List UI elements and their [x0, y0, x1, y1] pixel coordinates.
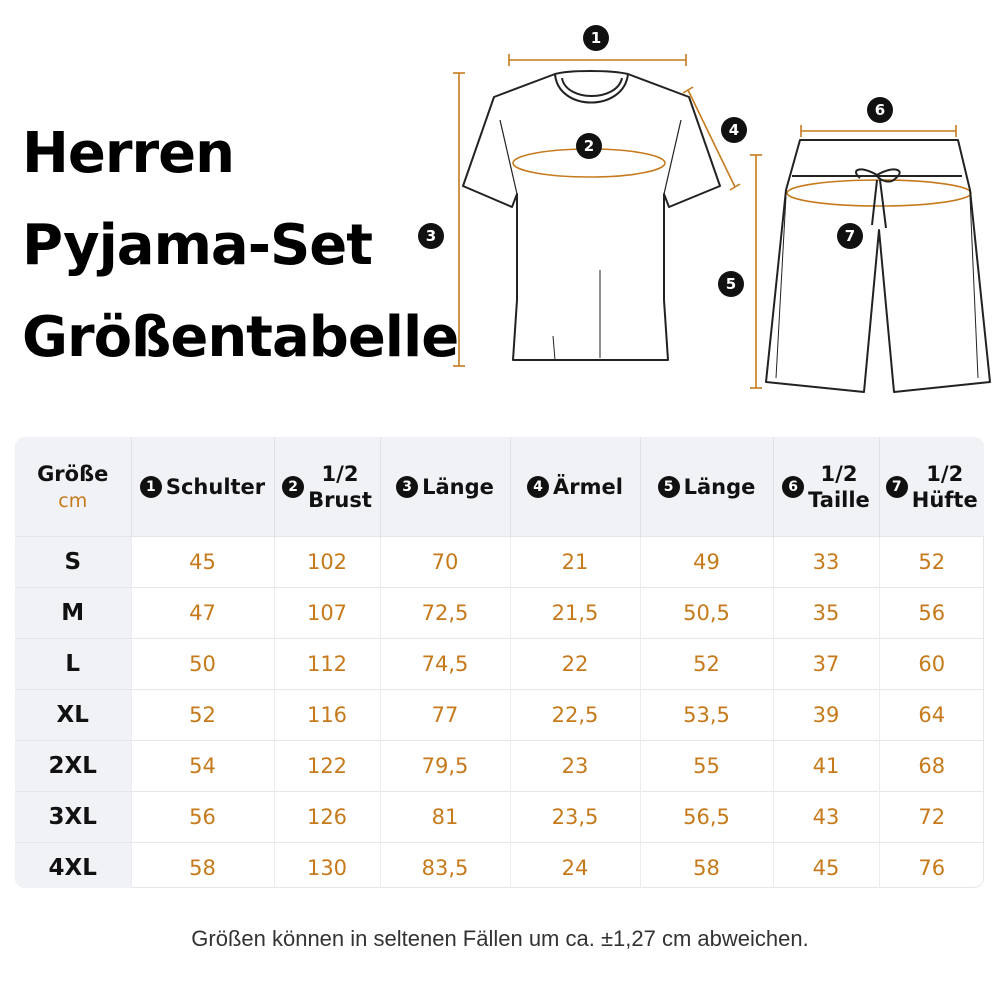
measurement-cell: 56,5: [640, 792, 773, 843]
marker-6-icon: 6: [782, 476, 804, 498]
title-line-3: Größentabelle: [22, 305, 459, 370]
measurement-cell: 130: [274, 843, 380, 889]
measurement-cell: 107: [274, 588, 380, 639]
measurement-cell: 53,5: [640, 690, 773, 741]
table-header-row: [15, 437, 984, 537]
measurement-cell: 45: [131, 537, 274, 588]
measurement-cell: 41: [773, 741, 879, 792]
size-cell: L: [15, 639, 131, 690]
size-cell: 2XL: [15, 741, 131, 792]
measurement-cell: 52: [131, 690, 274, 741]
marker-4-icon: [721, 117, 747, 143]
unit-label: cm: [58, 489, 88, 512]
column-header-label: Länge: [422, 474, 494, 499]
column-header-label: Taille: [808, 487, 870, 512]
hip-measure-ellipse: [787, 180, 971, 206]
measurement-cell: 39: [773, 690, 879, 741]
column-header-label: 1/2: [321, 461, 359, 486]
table-body: [15, 537, 984, 889]
table-row: [15, 741, 984, 792]
measurement-cell: 33: [773, 537, 879, 588]
marker-2-icon: 2: [282, 476, 304, 498]
svg-text:5: 5: [725, 275, 737, 293]
marker-5-icon: 5: [658, 476, 680, 498]
marker-1-icon: [583, 25, 609, 51]
svg-text:4: 4: [728, 121, 740, 139]
measurement-cell: 50: [131, 639, 274, 690]
measurement-cell: 47: [131, 588, 274, 639]
measurement-cell: 21: [510, 537, 640, 588]
measurement-cell: 64: [879, 690, 984, 741]
marker-5-icon: [718, 271, 744, 297]
measurement-cell: 72: [879, 792, 984, 843]
size-column-header: [15, 437, 131, 537]
measurement-cell: 79,5: [380, 741, 510, 792]
size-cell: M: [15, 588, 131, 639]
svg-text:3: 3: [425, 227, 437, 245]
measurement-cell: 37: [773, 639, 879, 690]
title-line-1: Herren: [22, 121, 234, 186]
measurement-cell: 49: [640, 537, 773, 588]
measurement-cell: 112: [274, 639, 380, 690]
svg-text:2: 2: [583, 137, 595, 155]
table-row: [15, 792, 984, 843]
table-row: [15, 537, 984, 588]
measurement-cell: 35: [773, 588, 879, 639]
measurement-cell: 56: [131, 792, 274, 843]
column-header: [773, 437, 879, 537]
measurement-cell: 54: [131, 741, 274, 792]
column-header-label: Ärmel: [553, 474, 623, 499]
measurement-cell: 55: [640, 741, 773, 792]
marker-3-icon: [418, 223, 444, 249]
measurement-cell: 77: [380, 690, 510, 741]
column-header: [380, 437, 510, 537]
measurement-cell: 81: [380, 792, 510, 843]
measurement-cell: 122: [274, 741, 380, 792]
measurement-cell: 52: [640, 639, 773, 690]
measurement-cell: 43: [773, 792, 879, 843]
marker-3-icon: 3: [396, 476, 418, 498]
measurement-cell: 83,5: [380, 843, 510, 889]
column-header: [131, 437, 274, 537]
measurement-cell: 58: [131, 843, 274, 889]
table-row: [15, 639, 984, 690]
measurement-cell: 102: [274, 537, 380, 588]
measurement-cell: 21,5: [510, 588, 640, 639]
svg-text:6: 6: [874, 101, 886, 119]
measurement-cell: 74,5: [380, 639, 510, 690]
measurement-cell: 22,5: [510, 690, 640, 741]
column-header-label: Hüfte: [911, 487, 978, 512]
column-header-label: Schulter: [165, 474, 266, 499]
measurement-cell: 72,5: [380, 588, 510, 639]
size-cell: XL: [15, 690, 131, 741]
marker-6-icon: [867, 97, 893, 123]
measurement-cell: 22: [510, 639, 640, 690]
size-header-label: Größe: [37, 461, 109, 486]
column-header: [274, 437, 380, 537]
column-header: [510, 437, 640, 537]
marker-7-icon: 7: [886, 476, 908, 498]
garment-measurement-diagram: [0, 0, 1000, 410]
size-cell: S: [15, 537, 131, 588]
svg-text:7: 7: [844, 227, 856, 245]
shorts-outline: [766, 140, 990, 392]
measurement-cell: 126: [274, 792, 380, 843]
table-row: [15, 588, 984, 639]
size-cell: 4XL: [15, 843, 131, 889]
marker-2-icon: [576, 133, 602, 159]
column-header-label: 1/2: [926, 461, 964, 486]
title-line-2: Pyjama-Set: [22, 213, 373, 278]
marker-7-icon: [837, 223, 863, 249]
table-row: [15, 690, 984, 741]
tshirt-outline: [463, 71, 720, 360]
footnote: Größen können in seltenen Fällen um ca. ±1,27 cm abweichen.: [191, 926, 809, 951]
column-header-label: Brust: [308, 487, 372, 512]
marker-4-icon: 4: [527, 476, 549, 498]
measurement-cell: 60: [879, 639, 984, 690]
table-row: [15, 843, 984, 889]
measurement-cell: 70: [380, 537, 510, 588]
column-header-label: Länge: [683, 474, 756, 499]
measurement-cell: 23: [510, 741, 640, 792]
measurement-cell: 24: [510, 843, 640, 889]
size-cell: 3XL: [15, 792, 131, 843]
measurement-cell: 116: [274, 690, 380, 741]
measurement-cell: 76: [879, 843, 984, 889]
marker-1-icon: 1: [140, 476, 162, 498]
measurement-cell: 52: [879, 537, 984, 588]
svg-text:1: 1: [590, 29, 602, 47]
column-header-label: 1/2: [820, 461, 858, 486]
measurement-cell: 58: [640, 843, 773, 889]
measurement-cell: 68: [879, 741, 984, 792]
column-header: [640, 437, 773, 537]
measurement-cell: 45: [773, 843, 879, 889]
measurement-cell: 23,5: [510, 792, 640, 843]
measurement-cell: 56: [879, 588, 984, 639]
measurement-cell: 50,5: [640, 588, 773, 639]
column-header: [879, 437, 984, 537]
size-table: [15, 437, 984, 888]
